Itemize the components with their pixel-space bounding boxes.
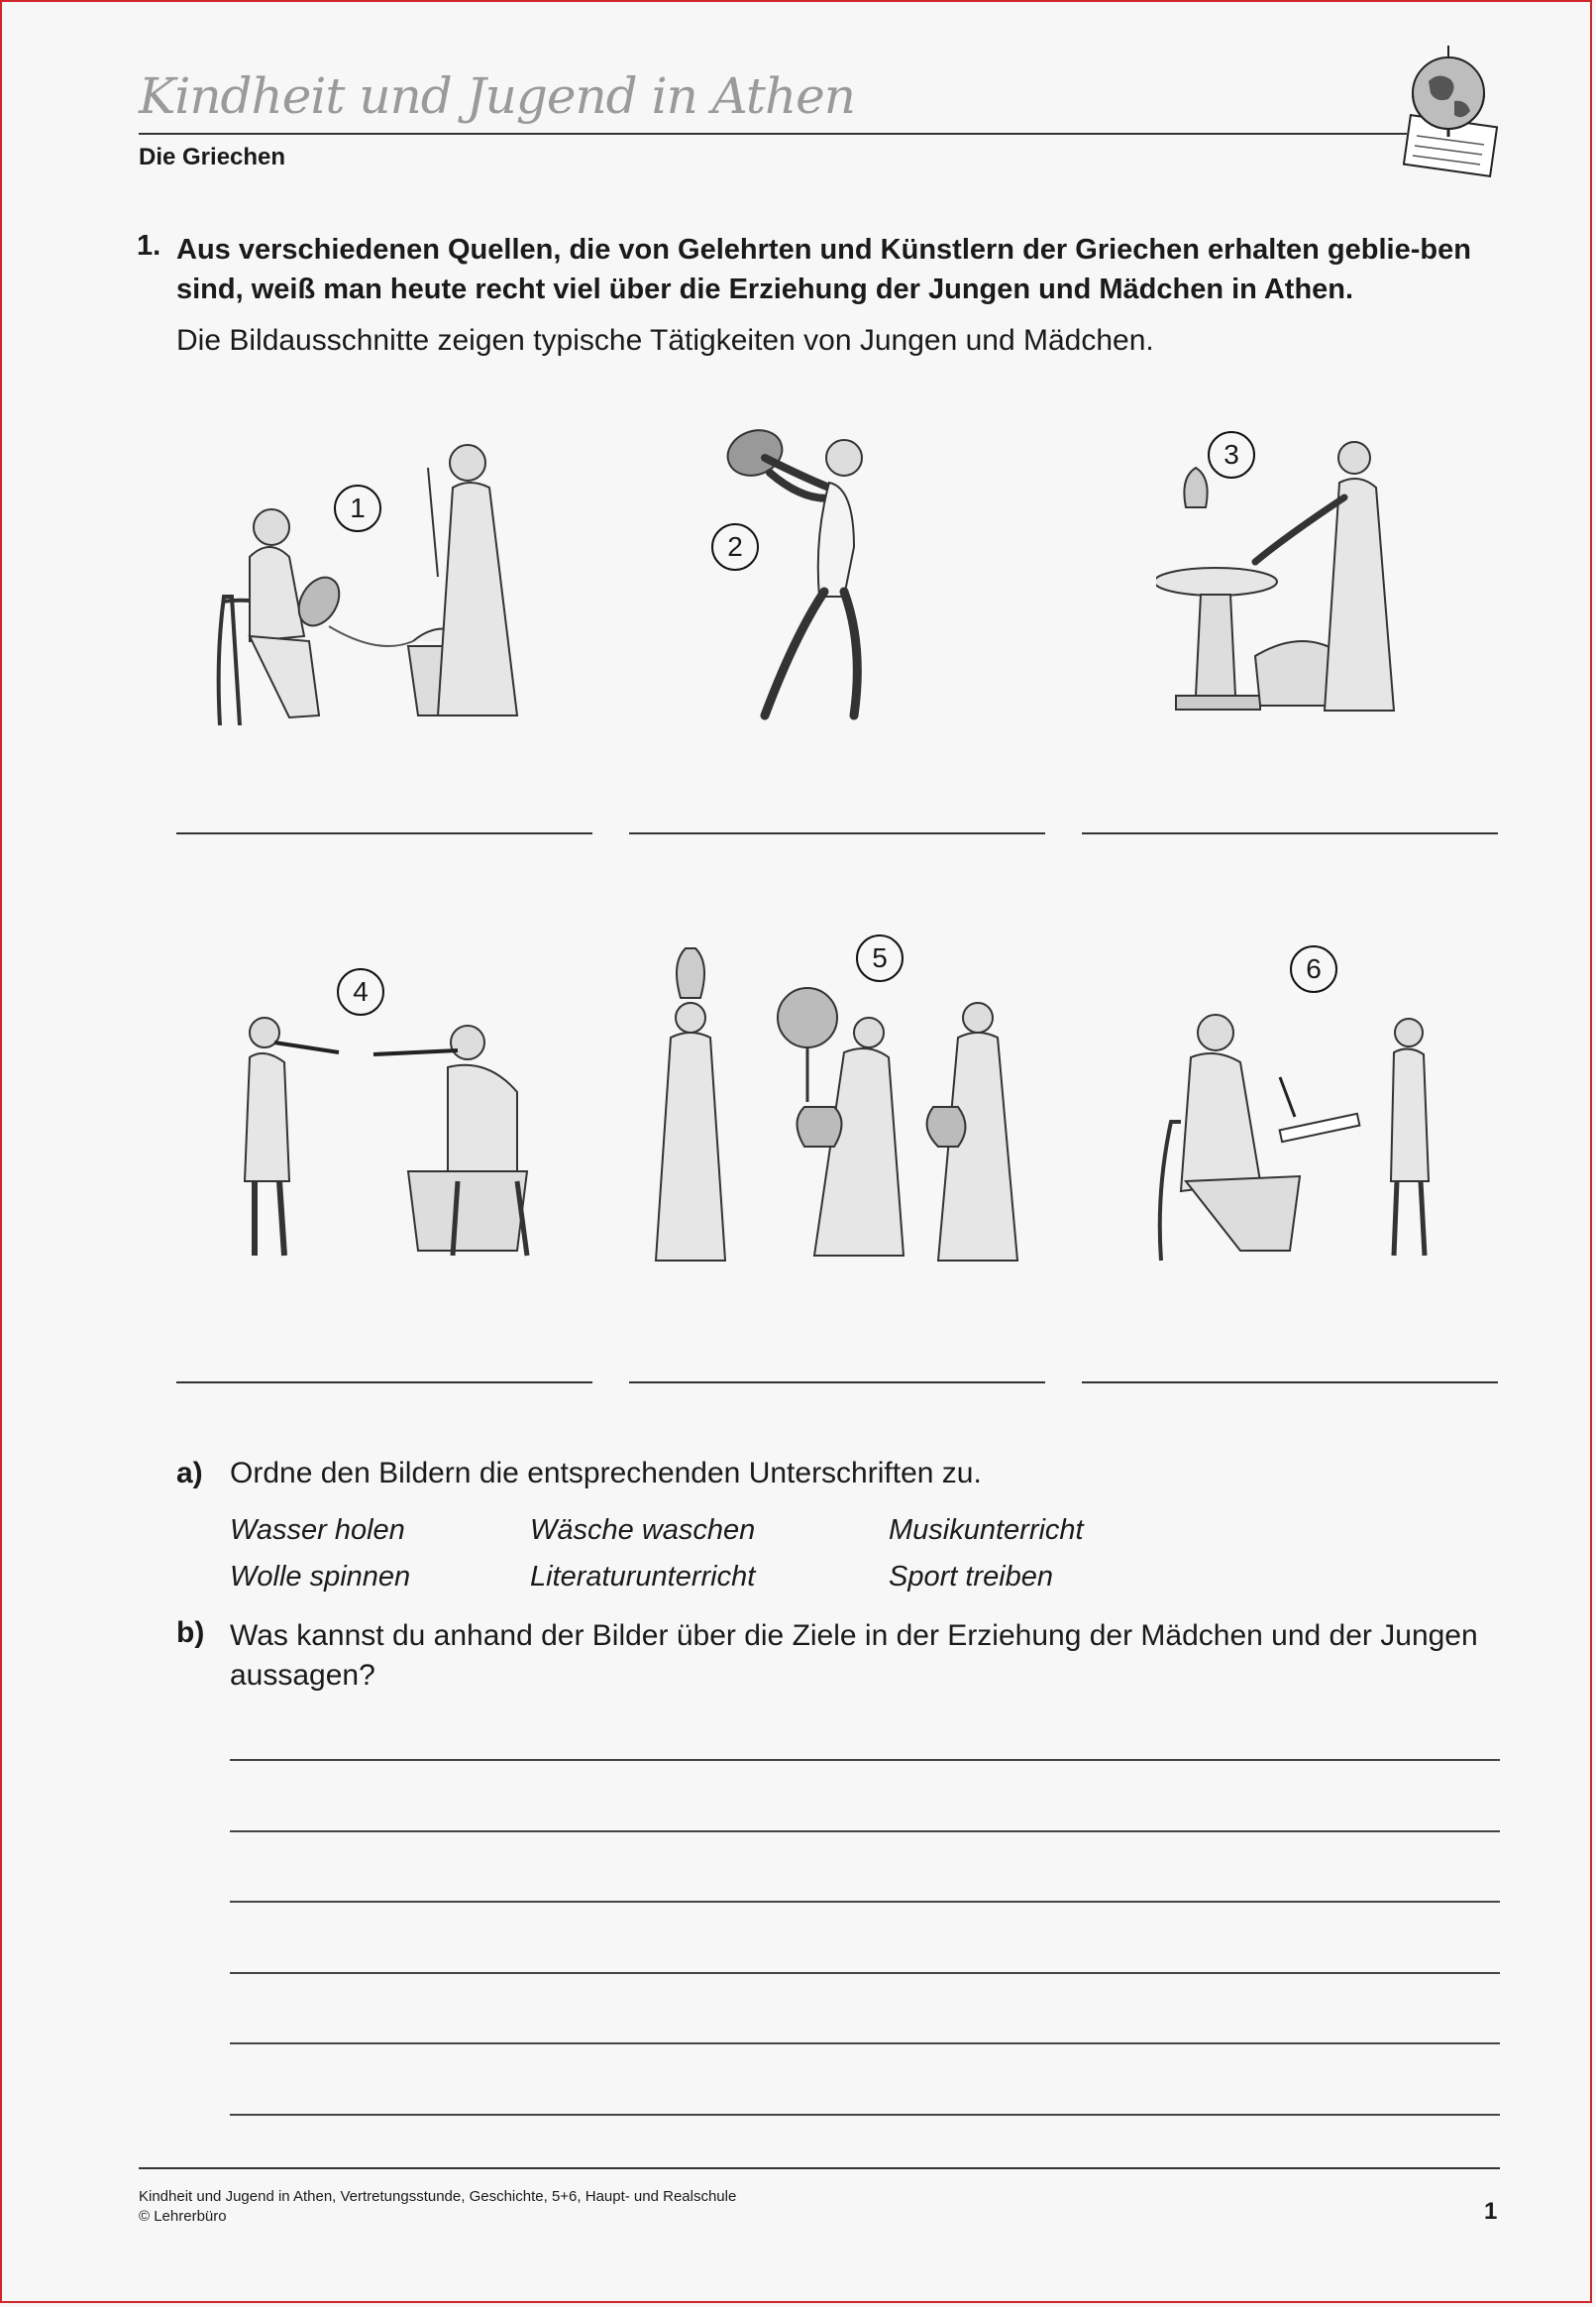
option-wasser-holen: Wasser holen (230, 1514, 405, 1546)
washing-woman-illustration (1156, 428, 1434, 725)
image-number-2: 2 (711, 523, 759, 571)
writing-line-1[interactable] (230, 1759, 1500, 1761)
task-b-letter: b) (176, 1616, 205, 1649)
answer-line-5[interactable] (629, 1381, 1045, 1383)
option-waesche-waschen: Wäsche waschen (530, 1514, 756, 1546)
question-number: 1. (137, 230, 161, 262)
writing-lesson-illustration (1131, 1003, 1448, 1270)
option-musikunterricht: Musikunterricht (889, 1514, 1084, 1546)
task-b-text: Was kannst du anhand der Bilder über die Ziele in der Erziehung der Mädchen und der Jungen aussagen? (230, 1619, 1478, 1692)
image-number-4: 4 (337, 968, 384, 1016)
water-carriers-illustration (641, 943, 1037, 1270)
option-sport-treiben: Sport treiben (889, 1561, 1054, 1593)
spinning-women-illustration (210, 428, 567, 725)
page-number: 1 (1484, 2198, 1498, 2225)
flute-players-illustration (230, 1003, 537, 1270)
option-wolle-spinnen: Wolle spinnen (230, 1561, 411, 1593)
discus-thrower-illustration (705, 418, 904, 725)
question-intro: Die Bildausschnitte zeigen typische Tätigkeiten von Jungen und Mädchen. (176, 324, 1154, 357)
header-rule (139, 133, 1407, 135)
answer-line-2[interactable] (629, 832, 1045, 834)
answer-line-4[interactable] (176, 1381, 592, 1383)
footer-copyright: © Lehrerbüro (139, 2208, 227, 2225)
answer-line-1[interactable] (176, 832, 592, 834)
page-subtitle: Die Griechen (139, 144, 286, 170)
footer-rule (139, 2167, 1500, 2169)
image-number-5: 5 (856, 934, 904, 982)
footer-source: Kindheit und Jugend in Athen, Vertretungsstunde, Geschichte, 5+6, Haupt- und Realschule (139, 2188, 737, 2205)
answer-line-6[interactable] (1082, 1381, 1498, 1383)
image-number-3: 3 (1208, 431, 1255, 479)
globe-icon (1389, 42, 1508, 180)
writing-line-5[interactable] (230, 2042, 1500, 2044)
writing-line-4[interactable] (230, 1972, 1500, 1974)
writing-line-2[interactable] (230, 1830, 1500, 1832)
image-number-6: 6 (1290, 945, 1337, 993)
question-text: Aus verschiedenen Quellen, die von Gelehrten und Künstlern der Griechen erhalten geblie-ben sind, weiß man heute recht viel über die Erziehung der Jungen und Mädchen in Athen. (176, 234, 1471, 305)
task-a-letter: a) (176, 1457, 203, 1489)
writing-line-3[interactable] (230, 1901, 1500, 1903)
image-number-1: 1 (334, 485, 381, 532)
task-a-text: Ordne den Bildern die entsprechenden Unterschriften zu. (230, 1457, 982, 1489)
option-literaturunterricht: Literaturunterricht (530, 1561, 756, 1593)
writing-line-6[interactable] (230, 2114, 1500, 2116)
answer-line-3[interactable] (1082, 832, 1498, 834)
page-title: Kindheit und Jugend in Athen (139, 67, 855, 125)
